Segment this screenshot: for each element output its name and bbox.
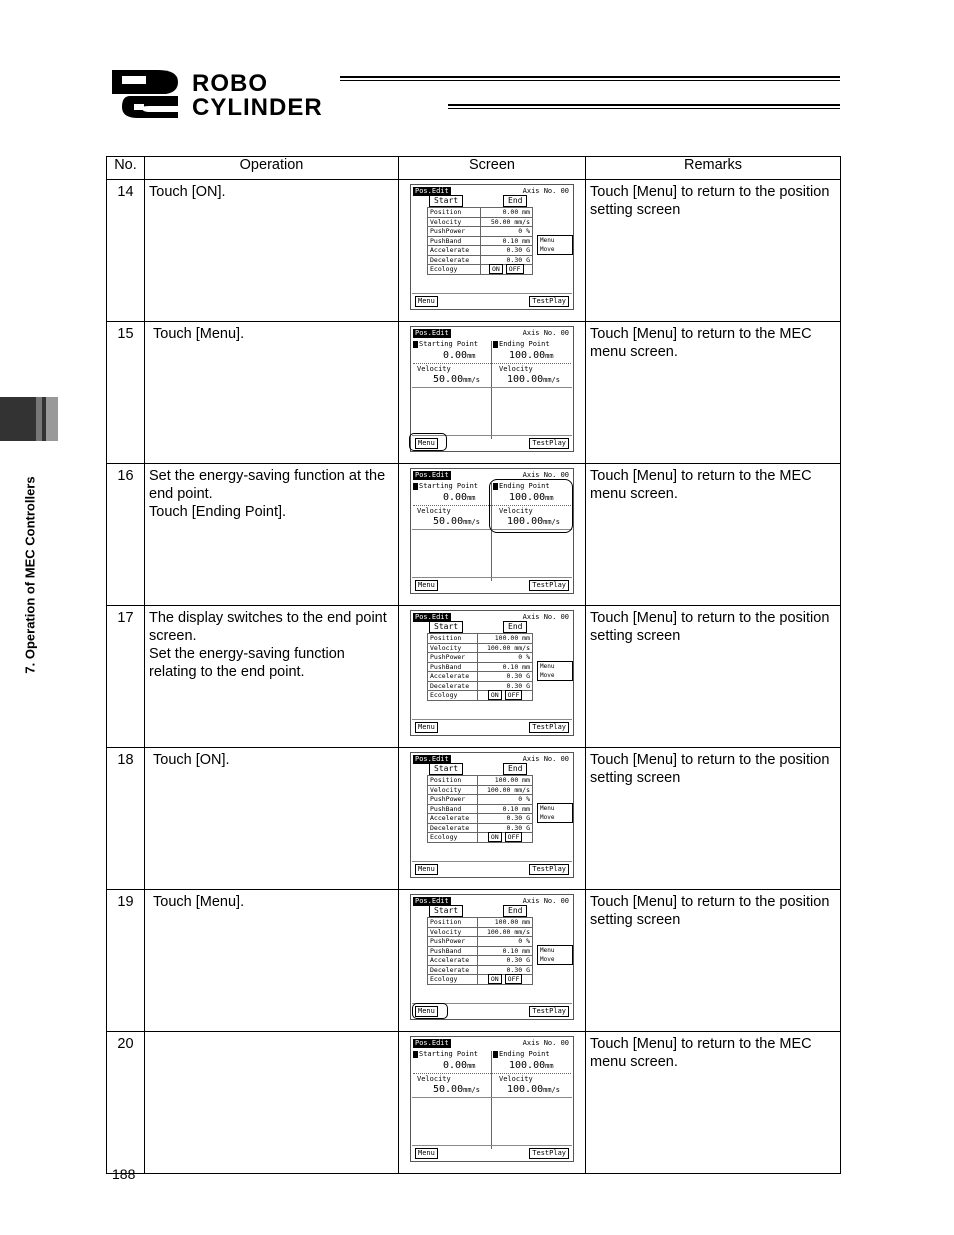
operation-cell: Touch [Menu].	[145, 322, 399, 464]
parameter-grid	[427, 633, 533, 701]
start-button[interactable]: Start	[429, 195, 463, 207]
ending-point-label[interactable]	[493, 340, 550, 349]
end-button[interactable]: End	[503, 763, 527, 775]
lcd-point-screen	[410, 1036, 574, 1162]
ending-point-label[interactable]	[493, 1050, 550, 1059]
parameter-value: 0.30 G	[478, 823, 533, 833]
table-row	[107, 1032, 841, 1174]
end-position-value: 100.00mm	[509, 1060, 554, 1071]
chapter-label: 7. Operation of MEC Controllers	[22, 476, 38, 674]
parameter-row[interactable]	[428, 265, 533, 275]
procedure-table	[106, 156, 841, 1174]
lcd-point-screen	[410, 468, 574, 594]
marker-icon	[413, 341, 418, 348]
parameter-row[interactable]	[428, 691, 533, 701]
parameter-label: Decelerate	[428, 255, 481, 265]
parameter-value: 100.00 mm	[478, 918, 533, 928]
lcd-axis-number: Axis No. 00	[522, 755, 569, 763]
testplay-button[interactable]: TestPlay	[529, 296, 569, 307]
parameter-value	[478, 691, 533, 701]
operation-cell: The display switches to the end point screen. Set the energy-saving function relating to the end point.	[145, 606, 399, 748]
starting-point-text: Starting Point	[419, 340, 479, 348]
parameter-value: 0.00 mm	[480, 208, 533, 218]
starting-point-label[interactable]	[413, 1050, 478, 1059]
screen-cell	[399, 464, 586, 606]
parameter-row[interactable]	[428, 918, 533, 928]
testplay-button[interactable]: TestPlay	[529, 1006, 569, 1017]
end-velocity-label: Velocity	[499, 507, 533, 515]
parameter-value: 100.00 mm/s	[478, 643, 533, 653]
parameter-value: 50.00 mm/s	[480, 217, 533, 227]
ending-point-text: Ending Point	[499, 1050, 550, 1058]
step-number: 15	[107, 322, 145, 464]
parameter-row[interactable]	[428, 653, 533, 663]
step-number: 20	[107, 1032, 145, 1174]
end-position-value: 100.00mm	[509, 350, 554, 361]
testplay-button[interactable]: TestPlay	[529, 1148, 569, 1159]
step-number: 18	[107, 748, 145, 890]
parameter-row[interactable]	[428, 927, 533, 937]
page-number: 188	[112, 1166, 136, 1182]
step-number: 16	[107, 464, 145, 606]
starting-point-label[interactable]	[413, 340, 478, 349]
menu-button[interactable]: Menu	[415, 1006, 438, 1017]
table-row	[107, 606, 841, 748]
parameter-row[interactable]	[428, 814, 533, 824]
operation-cell: Touch [ON].	[145, 748, 399, 890]
menu-move-button[interactable]: Menu Move	[537, 945, 573, 965]
parameter-label: PushBand	[428, 662, 478, 672]
marker-icon	[413, 1051, 418, 1058]
marker-icon	[493, 341, 498, 348]
parameter-label: PushBand	[428, 804, 478, 814]
start-velocity-label: Velocity	[417, 507, 451, 515]
ecology-off-button[interactable]: OFF	[506, 264, 524, 274]
screen-cell	[399, 890, 586, 1032]
menu-button[interactable]: Menu	[415, 722, 438, 733]
parameter-label: Decelerate	[428, 965, 478, 975]
ecology-on-button[interactable]: ON	[488, 832, 502, 842]
parameter-value: 0.30 G	[480, 255, 533, 265]
parameter-value: 0.10 mm	[478, 804, 533, 814]
ecology-on-button[interactable]: ON	[488, 974, 502, 984]
parameter-value: 0.30 G	[478, 965, 533, 975]
table-row	[107, 890, 841, 1032]
remarks-cell: Touch [Menu] to return to the position setting screen	[586, 180, 841, 322]
parameter-label: Accelerate	[428, 814, 478, 824]
lcd-position-screen	[410, 610, 574, 736]
start-button[interactable]: Start	[429, 621, 463, 633]
parameter-row[interactable]	[428, 785, 533, 795]
lcd-title: Pos.Edit	[415, 755, 449, 763]
header-remarks: Remarks	[586, 157, 841, 180]
operation-cell: Touch [Menu].	[145, 890, 399, 1032]
table-row	[107, 322, 841, 464]
parameter-label: Accelerate	[428, 246, 481, 256]
start-velocity-label: Velocity	[417, 365, 451, 373]
parameter-row[interactable]	[428, 672, 533, 682]
start-velocity-label: Velocity	[417, 1075, 451, 1083]
start-velocity-value: 50.00mm/s	[433, 374, 480, 385]
parameter-label: PushPower	[428, 227, 481, 237]
operation-cell: Touch [ON].	[145, 180, 399, 322]
rc-logo-mark	[108, 68, 188, 120]
lcd-title: Pos.Edit	[415, 329, 449, 337]
header-operation: Operation	[145, 157, 399, 180]
screen-cell	[399, 322, 586, 464]
parameter-value: 0.30 G	[480, 246, 533, 256]
parameter-value: 0.10 mm	[478, 662, 533, 672]
parameter-value: 0.30 G	[478, 956, 533, 966]
end-velocity-value: 100.00mm/s	[507, 1084, 560, 1095]
step-number: 19	[107, 890, 145, 1032]
start-velocity-value: 50.00mm/s	[433, 1084, 480, 1095]
ecology-off-button[interactable]: OFF	[505, 832, 523, 842]
parameter-row[interactable]	[428, 662, 533, 672]
table-header-row	[107, 157, 841, 180]
starting-point-label[interactable]	[413, 482, 478, 491]
parameter-label: Accelerate	[428, 672, 478, 682]
parameter-label: PushBand	[428, 946, 478, 956]
lcd-axis-number: Axis No. 00	[522, 329, 569, 337]
parameter-value: 100.00 mm	[478, 634, 533, 644]
operation-cell	[145, 1032, 399, 1174]
remarks-cell: Touch [Menu] to return to the MEC menu screen.	[586, 464, 841, 606]
end-velocity-value: 100.00mm/s	[507, 516, 560, 527]
parameter-row[interactable]	[428, 634, 533, 644]
parameter-label: Ecology	[428, 833, 478, 843]
lcd-axis-number: Axis No. 00	[522, 1039, 569, 1047]
lcd-title: Pos.Edit	[415, 1039, 449, 1047]
parameter-label: Decelerate	[428, 681, 478, 691]
end-button[interactable]: End	[503, 621, 527, 633]
start-position-value: 0.00mm	[443, 1060, 476, 1071]
screen-cell	[399, 1032, 586, 1174]
lcd-position-screen	[410, 184, 574, 310]
end-button[interactable]: End	[503, 195, 527, 207]
start-position-value: 0.00mm	[443, 492, 476, 503]
parameter-label: Ecology	[428, 691, 478, 701]
menu-button[interactable]: Menu	[415, 580, 438, 591]
parameter-value: 0.10 mm	[480, 236, 533, 246]
parameter-value: 100.00 mm/s	[478, 785, 533, 795]
parameter-row[interactable]	[428, 795, 533, 805]
parameter-grid	[427, 775, 533, 843]
logo-line-robo: ROBO	[192, 70, 268, 97]
parameter-label: PushPower	[428, 937, 478, 947]
highlight-circle	[489, 479, 573, 533]
chapter-tab	[0, 397, 58, 441]
ecology-off-button[interactable]: OFF	[505, 974, 523, 984]
parameter-row[interactable]	[428, 236, 533, 246]
remarks-cell: Touch [Menu] to return to the MEC menu screen.	[586, 1032, 841, 1174]
lcd-axis-number: Axis No. 00	[522, 187, 569, 195]
lcd-axis-number: Axis No. 00	[522, 613, 569, 621]
parameter-row[interactable]	[428, 833, 533, 843]
header-screen: Screen	[399, 157, 586, 180]
header-no: No.	[107, 157, 145, 180]
lcd-axis-number: Axis No. 00	[522, 897, 569, 905]
parameter-value: 100.00 mm	[478, 776, 533, 786]
remarks-cell: Touch [Menu] to return to the position setting screen	[586, 748, 841, 890]
parameter-label: PushPower	[428, 795, 478, 805]
testplay-button[interactable]: TestPlay	[529, 722, 569, 733]
screen-cell	[399, 748, 586, 890]
parameter-label: Ecology	[428, 975, 478, 985]
parameter-label: Position	[428, 918, 478, 928]
lcd-title: Pos.Edit	[415, 187, 449, 195]
parameter-row[interactable]	[428, 946, 533, 956]
parameter-value: 100.00 mm/s	[478, 927, 533, 937]
menu-button[interactable]: Menu	[415, 438, 438, 449]
parameter-label: Decelerate	[428, 823, 478, 833]
parameter-row[interactable]	[428, 776, 533, 786]
menu-button[interactable]: Menu	[415, 1148, 438, 1159]
screen-cell	[399, 606, 586, 748]
parameter-row[interactable]	[428, 246, 533, 256]
starting-point-text: Starting Point	[419, 1050, 479, 1058]
parameter-value: 0.30 G	[478, 681, 533, 691]
highlight-circle	[409, 433, 447, 451]
table-row	[107, 180, 841, 322]
parameter-label: Position	[428, 776, 478, 786]
operation-cell: Set the energy-saving function at the end point. Touch [Ending Point].	[145, 464, 399, 606]
parameter-label: Velocity	[428, 217, 481, 227]
highlight-circle	[412, 1003, 448, 1019]
end-velocity-label: Velocity	[499, 1075, 533, 1083]
marker-icon	[493, 1051, 498, 1058]
parameter-value: 0 %	[478, 937, 533, 947]
end-button[interactable]: End	[503, 905, 527, 917]
remarks-cell: Touch [Menu] to return to the position setting screen	[586, 606, 841, 748]
parameter-row[interactable]	[428, 208, 533, 218]
lcd-title: Pos.Edit	[415, 897, 449, 905]
parameter-row[interactable]	[428, 643, 533, 653]
parameter-label: Velocity	[428, 643, 478, 653]
parameter-row[interactable]	[428, 227, 533, 237]
end-position-value: 100.00mm	[509, 492, 554, 503]
parameter-value: 0 %	[478, 795, 533, 805]
parameter-value: 0.10 mm	[478, 946, 533, 956]
start-button[interactable]: Start	[429, 905, 463, 917]
parameter-row[interactable]	[428, 217, 533, 227]
start-button[interactable]: Start	[429, 763, 463, 775]
marker-icon	[413, 483, 418, 490]
parameter-label: Position	[428, 634, 478, 644]
parameter-label: Ecology	[428, 265, 481, 275]
parameter-value: 0 %	[480, 227, 533, 237]
logo-line-cylinder: CYLINDER	[192, 94, 323, 121]
end-velocity-label: Velocity	[499, 365, 533, 373]
lcd-axis-number: Axis No. 00	[522, 471, 569, 479]
step-number: 14	[107, 180, 145, 322]
lcd-position-screen	[410, 894, 574, 1020]
menu-move-button[interactable]: Menu Move	[537, 661, 573, 681]
parameter-label: Position	[428, 208, 481, 218]
parameter-value	[480, 265, 533, 275]
testplay-button[interactable]: TestPlay	[529, 580, 569, 591]
ecology-off-button[interactable]: OFF	[505, 690, 523, 700]
lcd-title: Pos.Edit	[415, 471, 449, 479]
table-row	[107, 748, 841, 890]
starting-point-text: Starting Point	[419, 482, 479, 490]
start-position-value: 0.00mm	[443, 350, 476, 361]
screen-cell	[399, 180, 586, 322]
end-velocity-value: 100.00mm/s	[507, 374, 560, 385]
step-number: 17	[107, 606, 145, 748]
parameter-row[interactable]	[428, 956, 533, 966]
testplay-button[interactable]: TestPlay	[529, 438, 569, 449]
parameter-label: Velocity	[428, 927, 478, 937]
parameter-label: PushBand	[428, 236, 481, 246]
menu-button[interactable]: Menu	[415, 864, 438, 875]
parameter-row[interactable]	[428, 937, 533, 947]
menu-move-button[interactable]: Menu Move	[537, 803, 573, 823]
parameter-value: 0.30 G	[478, 672, 533, 682]
lcd-point-screen	[410, 326, 574, 452]
ending-point-text: Ending Point	[499, 482, 550, 490]
parameter-label: Accelerate	[428, 956, 478, 966]
start-velocity-value: 50.00mm/s	[433, 516, 480, 527]
parameter-value: 0.30 G	[478, 814, 533, 824]
parameter-grid	[427, 917, 533, 985]
testplay-button[interactable]: TestPlay	[529, 864, 569, 875]
lcd-title: Pos.Edit	[415, 613, 449, 621]
parameter-value	[478, 975, 533, 985]
ending-point-text: Ending Point	[499, 340, 550, 348]
ecology-on-button[interactable]: ON	[489, 264, 503, 274]
menu-move-button[interactable]: Menu Move	[537, 235, 573, 255]
lcd-position-screen	[410, 752, 574, 878]
table-row	[107, 464, 841, 606]
parameter-grid	[427, 207, 533, 275]
parameter-value	[478, 833, 533, 843]
parameter-label: Velocity	[428, 785, 478, 795]
parameter-row[interactable]	[428, 975, 533, 985]
parameter-label: PushPower	[428, 653, 478, 663]
menu-button[interactable]: Menu	[415, 296, 438, 307]
header-rule-top	[340, 76, 840, 81]
parameter-row[interactable]	[428, 804, 533, 814]
header-rule-bottom	[448, 104, 840, 109]
parameter-value: 0 %	[478, 653, 533, 663]
ecology-on-button[interactable]: ON	[488, 690, 502, 700]
remarks-cell: Touch [Menu] to return to the position setting screen	[586, 890, 841, 1032]
remarks-cell: Touch [Menu] to return to the MEC menu screen.	[586, 322, 841, 464]
